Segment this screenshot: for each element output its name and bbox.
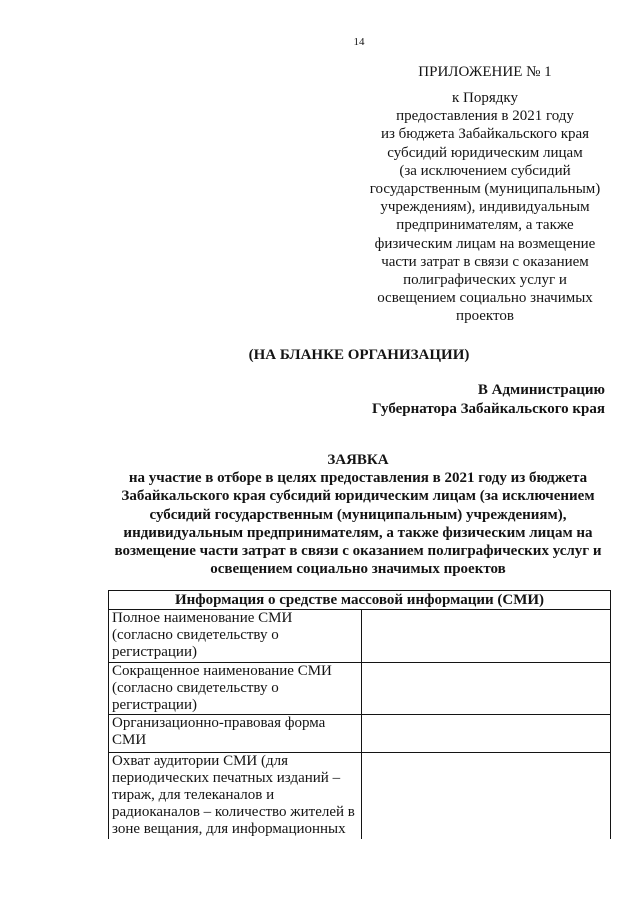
appendix-block	[360, 63, 610, 326]
table-header: Информация о средстве массовой информации (СМИ)	[109, 591, 610, 610]
table-label-line: Организационно-правовая форма	[112, 715, 326, 732]
table-row	[109, 715, 610, 752]
application-subtitle-line: возмещение части затрат в связи с оказанием полиграфических услуг и	[114, 543, 602, 560]
appendix-line: (за исключением субсидий	[399, 162, 571, 179]
application-subtitle-line: Забайкальского края субсидий юридическим лицам (за исключением	[121, 488, 595, 505]
appendix-line: предпринимателям, а также	[396, 217, 574, 234]
table-row	[109, 663, 610, 716]
appendix-title: ПРИЛОЖЕНИЕ № 1	[418, 64, 552, 80]
table-label-line: (согласно свидетельству о	[112, 627, 279, 644]
table-label-line: Сокращенное наименование СМИ	[112, 662, 332, 679]
application-subtitle-line: индивидуальным предпринимателям, а также физическим лицам на	[123, 524, 593, 541]
letterhead-note: (НА БЛАНКЕ ОРГАНИЗАЦИИ)	[248, 347, 470, 363]
table-label-cell	[109, 663, 362, 715]
table-label-cell	[109, 715, 362, 751]
application-heading	[90, 451, 626, 578]
appendix-line: субсидий юридическим лицам	[387, 144, 583, 161]
table-row	[109, 610, 610, 663]
table-label-line: регистрации)	[112, 697, 197, 714]
appendix-line: к Порядку	[452, 90, 518, 106]
table-label-line: зоне вещания, для информационных	[112, 821, 346, 838]
appendix-line: освещением социально значимых	[377, 290, 593, 307]
table-value-cell	[362, 610, 610, 662]
appendix-line: части затрат в связи с оказанием	[381, 253, 589, 270]
table-label-line: Охват аудитории СМИ (для	[112, 752, 289, 769]
table-label-line: СМИ	[112, 732, 147, 749]
appendix-reference	[360, 89, 610, 326]
appendix-line: из бюджета Забайкальского края	[380, 126, 590, 143]
table-value-cell	[362, 715, 610, 751]
appendix-line: проектов	[456, 308, 514, 325]
appendix-line: учреждениям), индивидуальным	[380, 199, 590, 216]
table-label-line: Полное наименование СМИ	[112, 610, 293, 626]
table-label-cell	[109, 753, 362, 839]
table-label-line: регистрации)	[112, 644, 197, 661]
addressee-line: Губернатора Забайкальского края	[372, 401, 605, 417]
table-label-cell	[109, 610, 362, 662]
application-subtitle-line: освещением социально значимых проектов	[210, 561, 506, 578]
table-row	[109, 753, 610, 839]
page-number: 14	[353, 36, 365, 48]
appendix-line: физическим лицам на возмещение	[374, 235, 596, 252]
table-label-line: радиоканалов – количество жителей в	[112, 804, 355, 821]
table-label-line: (согласно свидетельству о	[112, 679, 279, 696]
media-info-table	[108, 590, 611, 839]
table-label-line: периодических печатных изданий –	[112, 769, 341, 786]
application-subtitle-line: субсидий государственным (муниципальным) учреждениям),	[149, 506, 567, 523]
application-subtitle-line: на участие в отборе в целях предоставления в 2021 году из бюджета	[128, 470, 588, 487]
appendix-line: полиграфических услуг и	[403, 272, 567, 289]
application-title: ЗАЯВКА	[327, 452, 389, 468]
appendix-line: предоставления в 2021 году	[396, 108, 574, 125]
addressee-block	[305, 381, 605, 419]
table-value-cell	[362, 753, 610, 839]
addressee-line: В Администрацию	[477, 382, 605, 398]
table-label-line: тираж, для телеканалов и	[112, 787, 275, 804]
appendix-line: государственным (муниципальным)	[369, 181, 601, 198]
table-value-cell	[362, 663, 610, 715]
